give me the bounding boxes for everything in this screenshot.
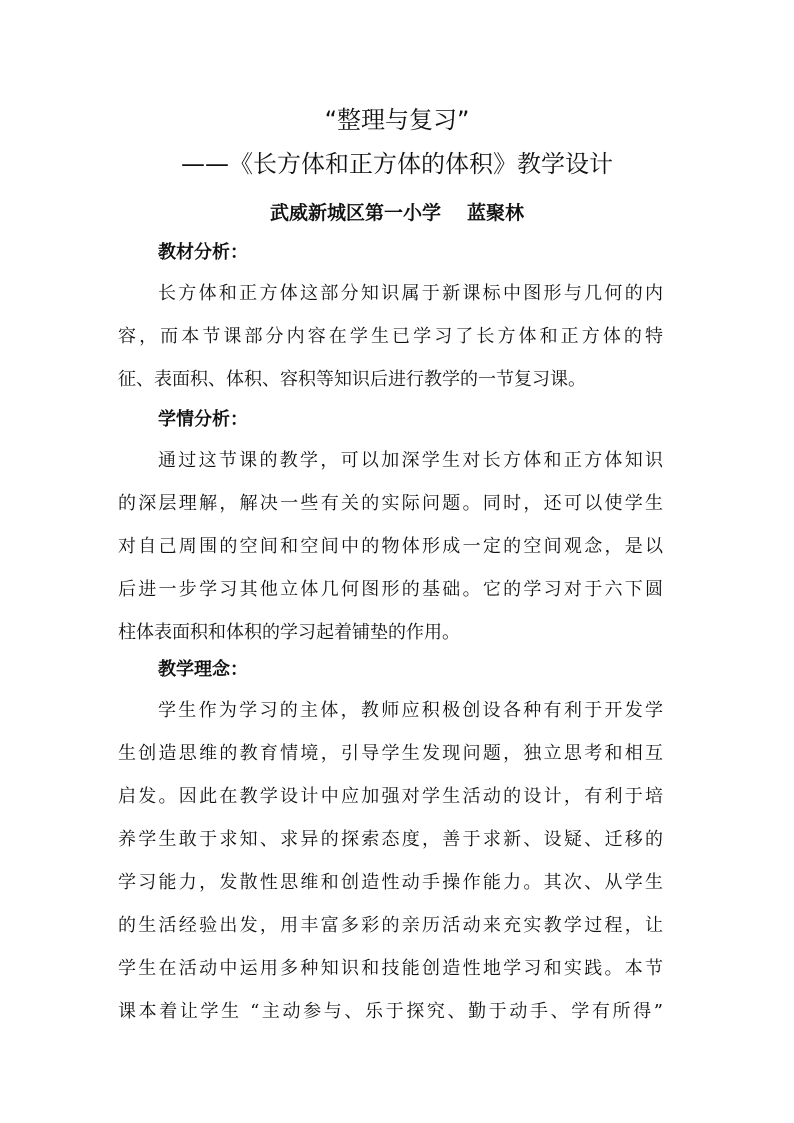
paragraph-line: 的深层理解，解决一些有关的实际问题。同时，还可以使学生 [118, 493, 663, 514]
paragraph-line: 学习能力，发散性思维和创造性动手操作能力。其次、从学生 [118, 872, 663, 893]
paragraph-line: 长方体和正方体这部分知识属于新课标中图形与几何的内 [158, 283, 663, 304]
paragraph-line: 对自己周围的空间和空间中的物体形成一定的空间观念，是以 [118, 536, 663, 557]
paragraph-line: 课本着让学生 “主动参与、乐于探究、勤于动手、学有所得” [118, 1001, 663, 1022]
paragraph-line: 养学生敢于求知、求异的探索态度，善于求新、设疑、迁移的 [118, 829, 663, 850]
paragraph-line: 通过这节课的教学，可以加深学生对长方体和正方体知识 [158, 450, 663, 471]
paragraph-line: 后进一步学习其他立体几何图形的基础。它的学习对于六下圆 [118, 579, 663, 600]
paragraph-line: 启发。因此在教学设计中应加强对学生活动的设计，有利于培 [118, 786, 663, 807]
author-line [0, 198, 794, 225]
paragraph-line: 柱体表面积和体积的学习起着铺垫的作用。 [118, 622, 460, 643]
paragraph-line: 的生活经验出发，用丰富多彩的亲历活动来充实教学过程，让 [118, 915, 663, 936]
section-heading-student-analysis: 学情分析： [158, 409, 248, 430]
document-subtitle: ——《长方体和正方体的体积》教学设计 [181, 150, 613, 178]
section-body-teaching-philosophy [118, 689, 663, 1033]
section-body-textbook-analysis [118, 272, 663, 401]
paragraph-line: 学生在活动中运用多种知识和技能创造性地学习和实践。本节 [118, 958, 663, 979]
author-name: 蓝聚林 [467, 202, 525, 224]
section-body-student-analysis [118, 439, 663, 654]
section-heading-textbook-analysis: 教材分析： [158, 242, 248, 263]
section-heading-teaching-philosophy: 教学理念： [158, 659, 248, 680]
paragraph-line: 学生作为学习的主体，教师应积极创设各种有利于开发学 [158, 700, 663, 721]
document-title: “整理与复习” [324, 106, 470, 134]
paragraph-line: 征、表面积、体积、容积等知识后进行教学的一节复习课。 [118, 369, 586, 390]
paragraph-line: 生创造思维的教育情境，引导学生发现问题，独立思考和相互 [118, 743, 663, 764]
author-school: 武威新城区第一小学 [269, 202, 441, 224]
paragraph-line: 容，而本节课部分内容在学生已学习了长方体和正方体的特 [118, 326, 663, 347]
